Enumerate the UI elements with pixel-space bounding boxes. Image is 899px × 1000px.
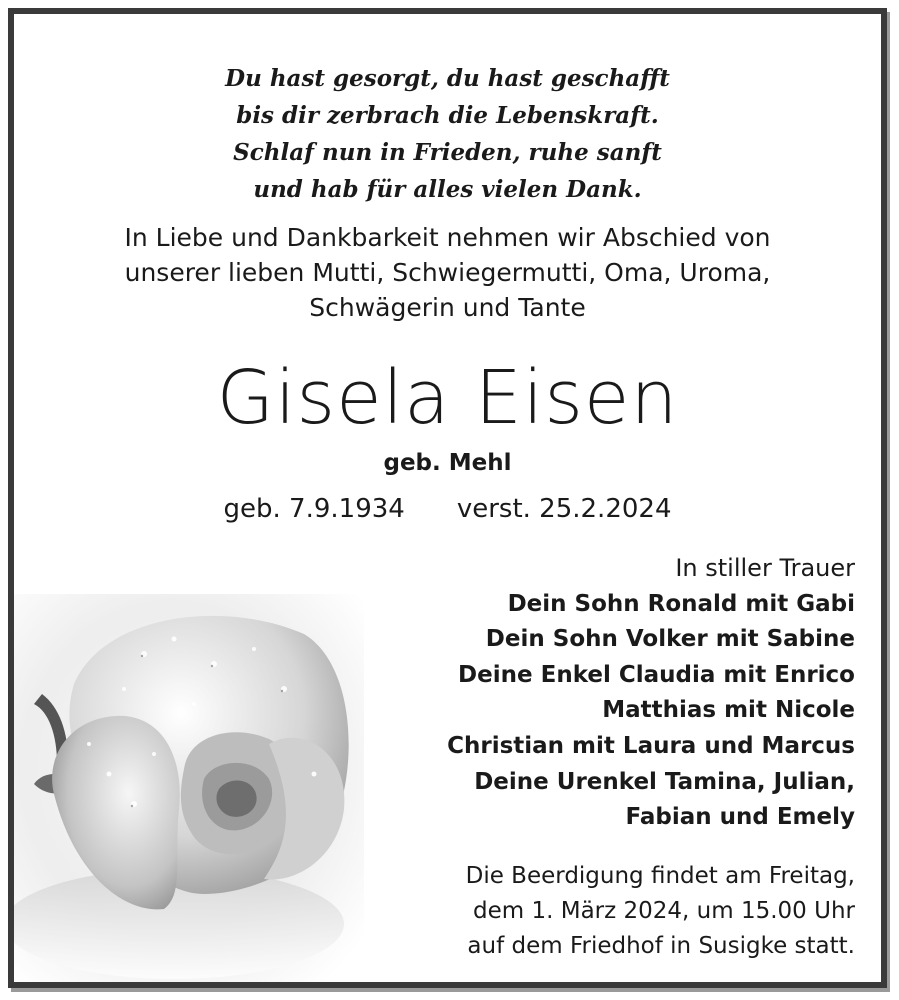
mourner-line: Matthias mit Nicole bbox=[602, 697, 855, 724]
mourner-line: Dein Sohn Ronald mit Gabi bbox=[507, 590, 855, 617]
mourners-block bbox=[447, 551, 855, 836]
intro-line: unserer lieben Mutti, Schwiegermutti, Oma, Uroma, bbox=[124, 258, 771, 287]
birth-date: geb. 7.9.1934 bbox=[223, 494, 405, 524]
funeral-info bbox=[466, 859, 855, 964]
funeral-line: auf dem Friedhof in Susigke statt. bbox=[467, 933, 855, 959]
poem-line: Du hast gesorgt, du hast geschafft bbox=[225, 65, 670, 92]
life-dates bbox=[14, 490, 881, 528]
funeral-line: dem 1. März 2024, um 15.00 Uhr bbox=[473, 898, 855, 924]
mourner-line: Fabian und Emely bbox=[625, 804, 855, 831]
intro-line: Schwägerin und Tante bbox=[309, 293, 586, 322]
intro-line: In Liebe und Dankbarkeit nehmen wir Abschied von bbox=[124, 223, 771, 252]
poem-line: Schlaf nun in Frieden, ruhe sanft bbox=[233, 139, 662, 166]
obituary-card bbox=[8, 8, 887, 988]
intro-text bbox=[14, 220, 881, 325]
rose-image bbox=[14, 594, 364, 984]
mourner-line: Christian mit Laura und Marcus bbox=[447, 732, 855, 759]
mourner-line: Dein Sohn Volker mit Sabine bbox=[485, 626, 855, 653]
mourners-lead: In stiller Trauer bbox=[675, 554, 855, 582]
poem bbox=[14, 60, 881, 208]
death-date: verst. 25.2.2024 bbox=[456, 494, 672, 524]
mourner-line: Deine Urenkel Tamina, Julian, bbox=[474, 768, 855, 795]
funeral-line: Die Beerdigung findet am Freitag, bbox=[465, 863, 855, 889]
maiden-name: geb. Mehl bbox=[383, 450, 512, 476]
poem-line: bis dir zerbrach die Lebenskraft. bbox=[236, 102, 659, 129]
mourner-line: Deine Enkel Claudia mit Enrico bbox=[458, 661, 855, 688]
deceased-name: Gisela Eisen bbox=[216, 355, 679, 441]
poem-line: und hab für alles vielen Dank. bbox=[253, 176, 642, 203]
